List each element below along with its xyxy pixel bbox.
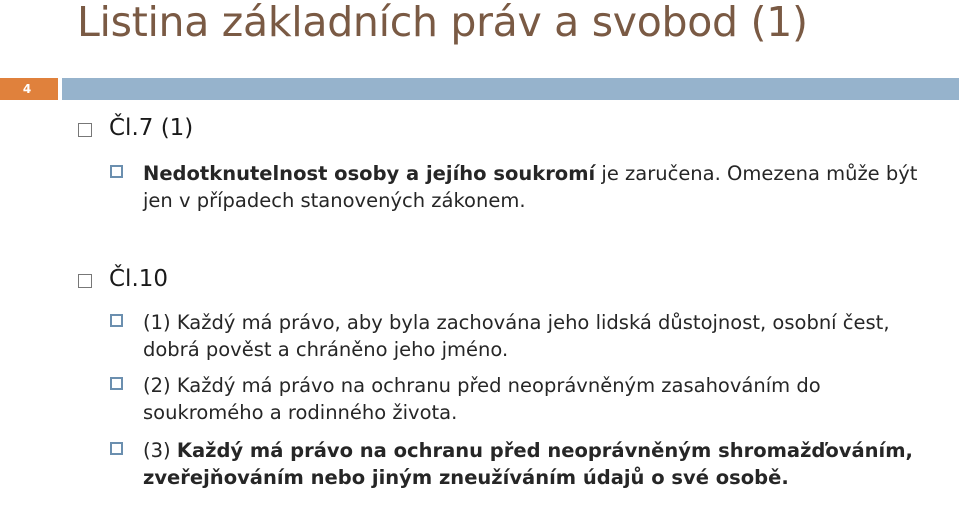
section-heading-cl7 xyxy=(78,113,193,143)
bold-text: Každý má právo na ochranu před neoprávněným shromažďováním, zveřejňováním nebo jiným zneužíváním údajů o své osobě. xyxy=(143,439,913,489)
bold-text: Nedotknutelnost osoby a jejího soukromí xyxy=(143,162,596,185)
section-heading-text: Čl.7 (1) xyxy=(109,115,194,141)
square-bullet-icon xyxy=(78,274,92,288)
section-heading-text: Čl.10 xyxy=(109,266,169,292)
plain-text: (3) xyxy=(143,439,177,462)
square-bullet-icon xyxy=(110,165,123,178)
list-item xyxy=(110,309,940,363)
list-item-text: (2) Každý má právo na ochranu před neoprávněným zasahováním do soukromého a rodinného života. xyxy=(143,374,821,424)
list-item xyxy=(110,160,940,214)
section-heading-cl10 xyxy=(78,264,168,294)
list-item xyxy=(110,372,940,426)
slide-number: 4 xyxy=(22,82,32,96)
list-item xyxy=(110,437,940,491)
list-item-text xyxy=(143,160,940,214)
square-bullet-icon xyxy=(78,123,92,137)
list-item-text: (1) Každý má právo, aby byla zachována jeho lidská důstojnost, osobní čest, dobrá pověst a chráněno jeho jméno. xyxy=(143,311,890,361)
slide-title: Listina základních práv a svobod (1) xyxy=(77,0,808,46)
header-divider-bar xyxy=(62,78,959,100)
plain-text: je zaručena. Omezena může být jen v případech stanovených zákonem. xyxy=(143,162,918,212)
list-item-text xyxy=(143,437,940,491)
square-bullet-icon xyxy=(110,377,123,390)
square-bullet-icon xyxy=(110,314,123,327)
square-bullet-icon xyxy=(110,442,123,455)
